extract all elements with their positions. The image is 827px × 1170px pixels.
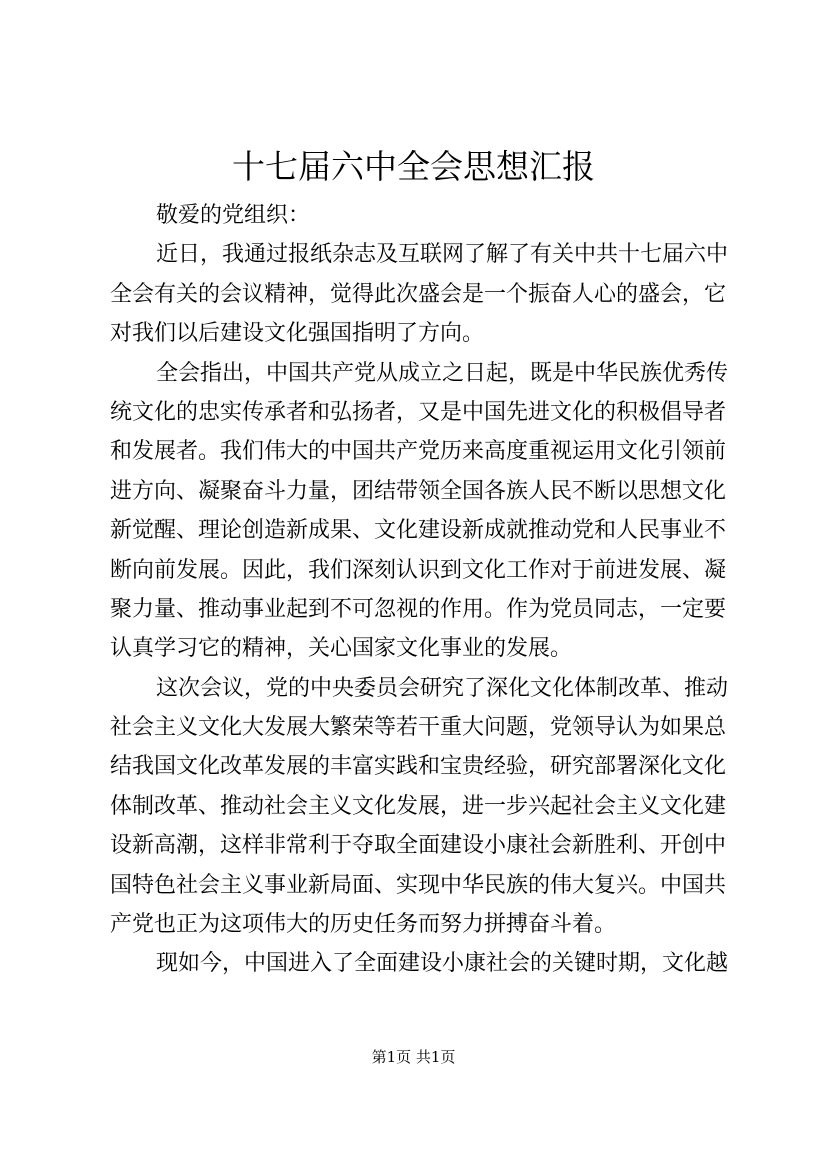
text-line: 和发展者。我们伟大的中国共产党历来高度重视运用文化引领前 xyxy=(110,439,727,465)
text-line: 断向前发展。因此，我们深刻认识到文化工作对于前进发展、凝 xyxy=(110,557,727,583)
text-line: 新觉醒、理论创造新成果、文化建设新成就推动党和人民事业不 xyxy=(110,518,727,544)
text-line: 现如今，中国进入了全面建设小康社会的关键时期，文化越 xyxy=(156,951,729,977)
text-line: 社会主义文化大发展大繁荣等若干重大问题，党领导认为如果总 xyxy=(110,715,727,741)
page-number: 第1页 共1页 xyxy=(371,1048,456,1066)
paragraph xyxy=(110,944,729,983)
salutation: 敬爱的党组织： xyxy=(156,203,311,228)
text-line: 统文化的忠实传承者和弘扬者，又是中国先进文化的积极倡导者 xyxy=(110,399,727,425)
text-line: 进方向、凝聚奋斗力量，团结带领全国各族人民不断以思想文化 xyxy=(110,478,727,504)
text-line: 这次会议，党的中央委员会研究了深化文化体制改革、推动 xyxy=(156,675,729,701)
text-line: 全会有关的会议精神，觉得此次盛会是一个振奋人心的盛会，它 xyxy=(110,281,727,307)
text-line: 国特色社会主义事业新局面、实现中华民族的伟大复兴。中国共 xyxy=(110,872,727,898)
paragraph xyxy=(110,235,729,353)
text-line: 对我们以后建设文化强国指明了方向。 xyxy=(110,321,485,347)
document-body xyxy=(110,196,729,984)
text-line: 设新高潮，这样非常利于夺取全面建设小康社会新胜利、开创中 xyxy=(110,833,727,859)
paragraphs xyxy=(110,235,729,983)
text-line: 全会指出，中国共产党从成立之日起，既是中华民族优秀传 xyxy=(156,360,729,386)
document-title: 十七届六中全会思想汇报 xyxy=(232,147,595,186)
text-line: 聚力量、推动事业起到不可忽视的作用。作为党员同志，一定要 xyxy=(110,596,727,622)
text-line: 体制改革、推动社会主义文化发展，进一步兴起社会主义文化建 xyxy=(110,793,727,819)
text-line: 结我国文化改革发展的丰富实践和宝贵经验，研究部署深化文化 xyxy=(110,754,727,780)
text-line: 近日，我通过报纸杂志及互联网了解了有关中共十七届六中 xyxy=(156,242,729,268)
paragraph xyxy=(110,669,729,945)
paragraph xyxy=(110,354,729,669)
text-line: 产党也正为这项伟大的历史任务而努力拼搏奋斗着。 xyxy=(110,912,617,938)
text-line: 认真学习它的精神，关心国家文化事业的发展。 xyxy=(110,636,573,662)
